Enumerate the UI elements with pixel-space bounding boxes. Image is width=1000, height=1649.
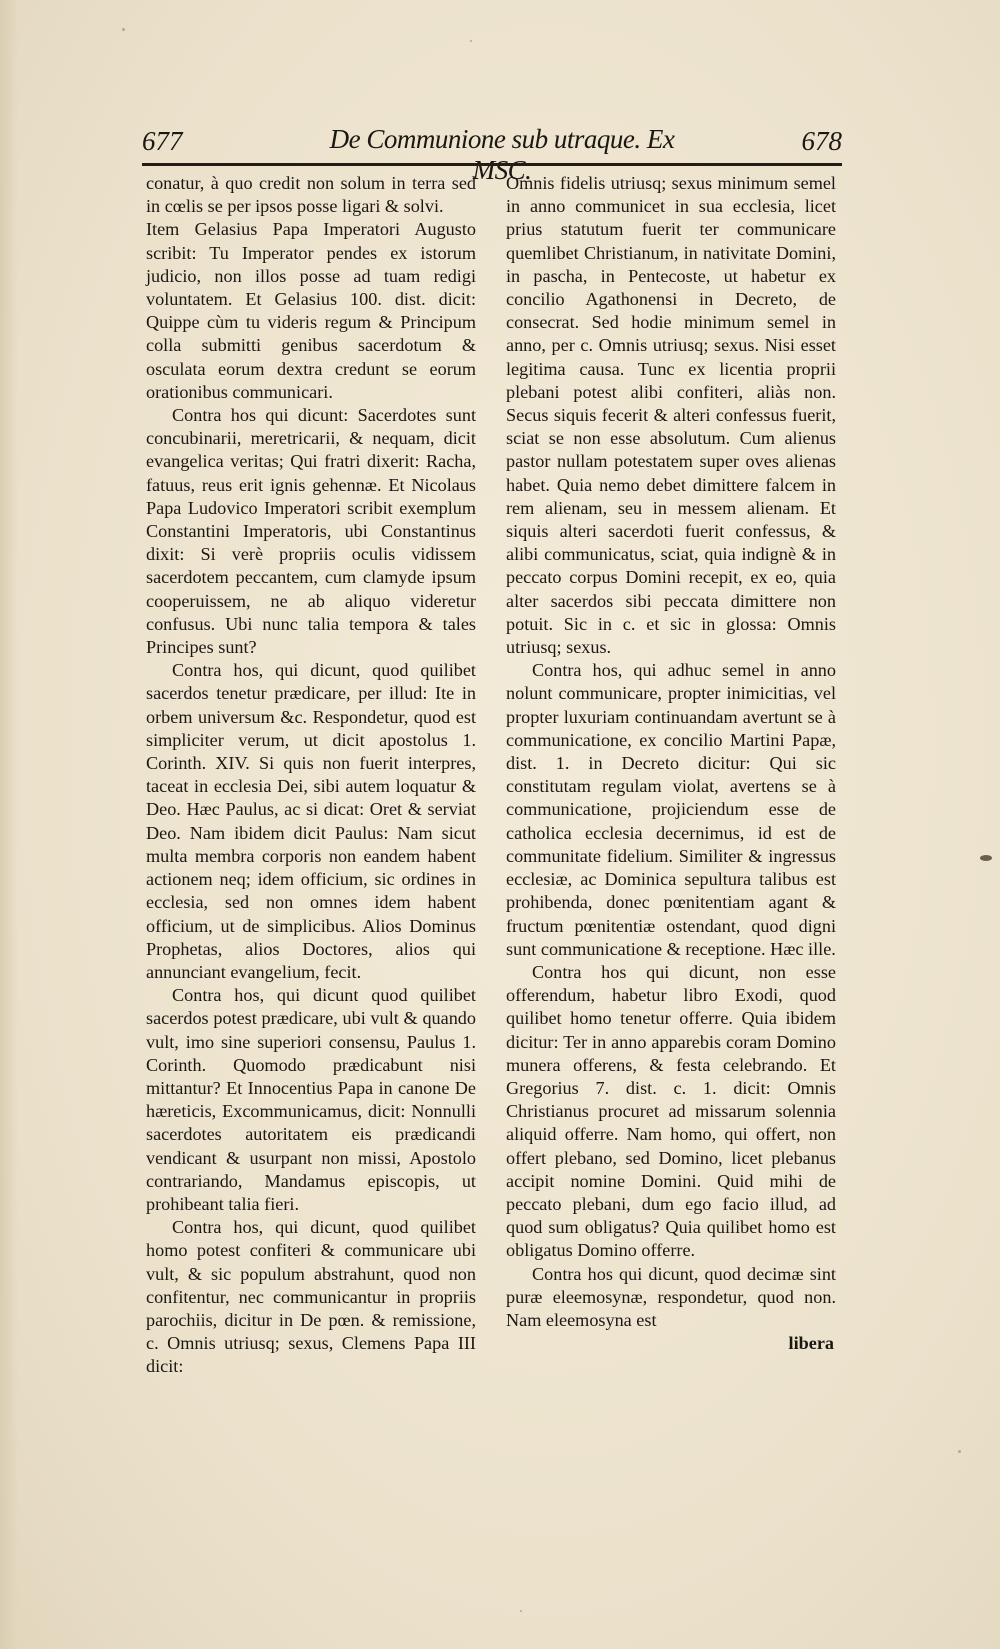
- paper-speck: [470, 40, 472, 42]
- paper-speck: [122, 28, 125, 31]
- paper-speck: [958, 1450, 961, 1453]
- paragraph: conatur, à quo credit non solum in terra sed in cœlis se per ipsos posse ligari & solvi.: [146, 173, 476, 217]
- paragraph: Item Gelasius Papa Imperatori Augusto scribit: Tu Imperator pendes ex istorum judicio, non illos posse ad tuam redigi voluntatem. Et Gelasius 100. dist. dicit: Quippe cùm tu videris regum & Principum colla submitti genibus sacerdotum & osculata eorum dextra credunt se eorum orationibus communicari.: [146, 219, 476, 402]
- running-title: De Communione sub utraque. Ex MSC.: [329, 124, 675, 185]
- left-column: [146, 172, 476, 1379]
- paragraph: Contra hos, qui dicunt quod quilibet sacerdos potest prædicare, ubi vult & quando vult, imo sine superiori consensu, Paulus 1. Corinth. Quomodo prædicabunt nisi mittantur? Et Innocentius Papa in canone De hæreticis, Excommunicamus, dicit: Nonnulli sacerdotes autoritatem eis prædicandi vendicant & usurpant non missi, Apostolo contrariando, Mandamus episcopis, ut prohibeant talia fieri.: [146, 985, 476, 1214]
- paragraph: Contra hos qui dicunt: Sacerdotes sunt concubinarii, meretricarii, & nequam, dicit evangelica veritas; Qui fratri dixerit: Racha, fatuus, reus erit ignis gehennæ. Et Nicolaus Papa Ludovico Imperatori scribit exemplum Constantini Imperatoris, ubi Constantinus dixit: Si verè propriis oculis vidissem sacerdotem peccantem, cum clamyde ipsum cooperuissem, ne ab aliquo videretur confusus. Ubi nunc talia tempora & tales Principes sunt?: [146, 405, 476, 658]
- paragraph: Contra hos qui dicunt, non esse offerendum, habetur libro Exodi, quod quilibet homo tenetur offerre. Quia ibidem dicitur: Ter in anno apparebis coram Domino munera offerens, & festa celebrando. Et Gregorius 7. dist. c. 1. dicit: Omnis Christianus procuret ad missarum solennia aliquid offerre. Nam homo, qui offert, non offert plebano, sed Domino, licet plebanus accipit nomine Domini. Quid mihi de peccato plebani, dum ego facio illud, ad quod sum obligatus? Quia quilibet homo est obligatus Domino offerre.: [506, 961, 836, 1261]
- header-rule: [142, 163, 842, 166]
- paper-speck: [520, 1610, 522, 1612]
- page-number-right: 678: [801, 126, 842, 156]
- paragraph: Contra hos qui dicunt, quod decimæ sint puræ eleemosynæ, respondetur, quod non. Nam eleemosyna est: [506, 1263, 836, 1330]
- running-header: [142, 124, 842, 185]
- paragraph: Omnis fidelis utriusq; sexus minimum semel in anno communicet in sua ecclesia, licet prius statutum fuerit ter communicare quemlibet Christianum, in nativitate Domini, in pascha, in Pentecoste, ut habetur ex concilio Agathonensi in Decreto, de consecrat. Sed hodie minimum semel in anno, per c. Omnis utriusq; sexus. Nisi esset legitima causa. Tunc ex licentia proprii plebani potest alibi confiteri, aliàs non. Secus siquis fecerit & alteri confessus fuerit, sciat se non esse absolutum. Cum alienus pastor nullam potestatem super oves alienas habet. Quia nemo debet dimittere falcem in rem alienam, seu in messem alienam. Et siquis alteri sacerdoti fuerit confessus, & alibi communicatus, sciat, quia indignè & in peccato corpus Domini recepit, ex eo, quia alter sacerdos sibi peccata dimittere non potuit. Sic in c. et sic in glossa: Omnis utriusq; sexus.: [506, 173, 836, 658]
- paragraph: Contra hos, qui dicunt, quod quilibet sacerdos tenetur prædicare, per illud: Ite in orbem universum &c. Respondetur, quod est simpliciter verum, ut dicit apostolus 1. Corinth. XIV. Si quis non fuerit interpres, taceat in ecclesia Dei, sibi autem loquatur & Deo. Hæc Paulus, ac si dicat: Oret & serviat Deo. Nam ibidem dicit Paulus: Nam sicut multa membra corporis non eandem habent actionem neq; idem officium, sic ordines in ecclesia, sed non omnes idem habent officium, ut de simplicibus. Alios Dominus Prophetas, alios Doctores, alios qui annunciant evangelium, fecit.: [146, 660, 476, 982]
- paragraph: Contra hos, qui dicunt, quod quilibet homo potest confiteri & communicare ubi vult, & sic populum abstrahunt, quod non confitentur, nec communicantur in propriis parochiis, dicitur in De pœn. & remissione, c. Omnis utriusq; sexus, Clemens Papa III dicit:: [146, 1217, 476, 1377]
- paragraph: Contra hos, qui adhuc semel in anno nolunt communicare, propter inimicitias, vel propter luxuriam continuandam avertunt se à communicatione, ex concilio Martini Papæ, dist. 1. in Decreto dicitur: Qui sic constitutam regulam violat, avertens se à communicatione, projiciendum esse de catholica ecclesia decernimus, id est de communitate fidelium. Similiter & ingressus ecclesiæ, ac Dominica sepultura talibus est prohibenda, donec pœnitentiam agant & fructum pœnitentiæ ostendant, quod digni sunt communicatione & receptione. Hæc ille.: [506, 660, 836, 959]
- right-column: [506, 172, 836, 1355]
- catchword: libera: [788, 1333, 834, 1354]
- paper-speck: [980, 855, 992, 861]
- page-number-left: 677: [142, 126, 183, 156]
- page-gutter-shadow: [0, 0, 18, 1649]
